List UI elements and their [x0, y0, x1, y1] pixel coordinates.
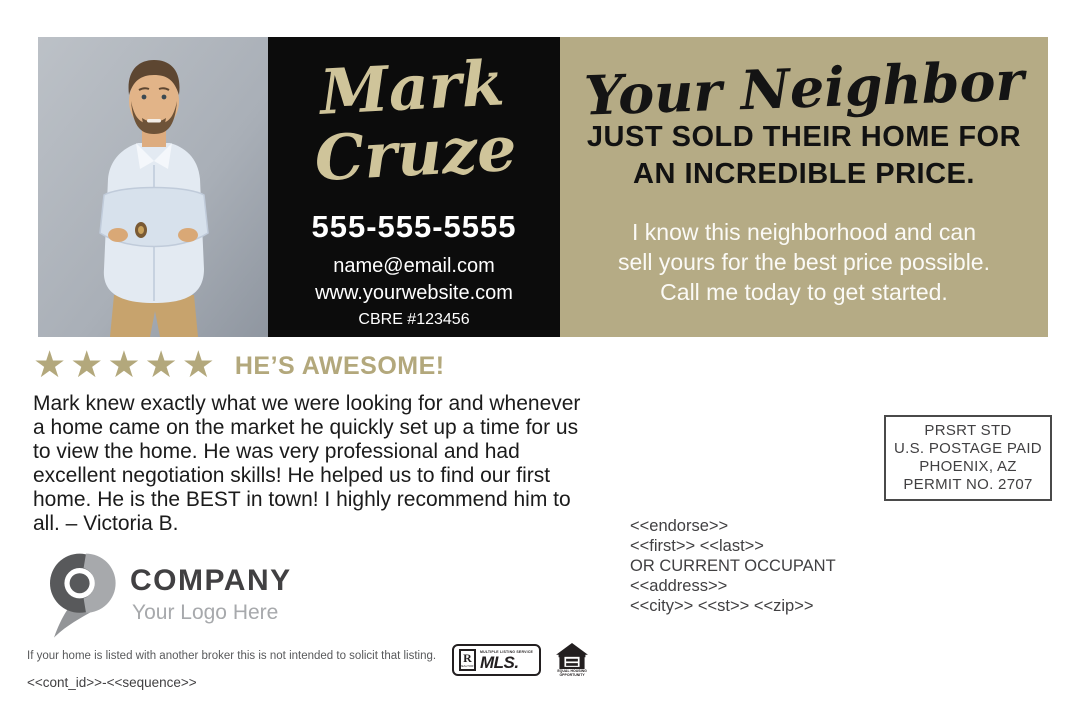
star-icon: ★: [70, 344, 108, 385]
agent-website: www.yourwebsite.com: [315, 282, 513, 304]
tracking-merge-field: <<cont_id>>-<<sequence>>: [27, 675, 197, 690]
realtor-icon: [459, 649, 476, 671]
address-line-citystzip: <<city>> <<st>> <<zip>>: [630, 597, 814, 615]
postage-indicia: [884, 415, 1052, 501]
postage-line: PERMIT NO. 2707: [903, 476, 1033, 493]
agent-phone: 555-555-5555: [311, 209, 517, 244]
star-icon: ★: [33, 344, 71, 385]
realtor-mls-badge: [452, 644, 541, 676]
five-star-rating: [33, 346, 219, 383]
pitch-bold-headline: [560, 119, 1048, 193]
agent-last-name: Cruze: [313, 111, 519, 196]
equal-housing-badge: [555, 643, 589, 677]
broker-disclaimer: If your home is listed with another broker this is not intended to solicit that listing.: [27, 650, 437, 662]
map-pin-logo-icon: [38, 548, 118, 640]
address-line-endorse: <<endorse>>: [630, 517, 729, 535]
pitch-body: [560, 217, 1048, 307]
pitch-script-headline: Your Neighbor: [583, 48, 1025, 128]
pitch-body-line1: I know this neighborhood and can: [632, 219, 976, 245]
testimonial-text: Mark knew exactly what we were looking for and whenever a home came on the market he quickly set up a time for us to view the home. He was very professional and had excellent negotiation skills! He helped us to find our first home. He is the BEST in town! I highly recommend him to all. – Victoria B.: [33, 392, 581, 535]
address-line-occupant: OR CURRENT OCCUPANT: [630, 557, 836, 575]
review-header: [33, 346, 445, 383]
pitch-panel: [560, 37, 1048, 337]
review-heading: HE’S AWESOME!: [234, 352, 445, 380]
postage-line: U.S. POSTAGE PAID: [894, 440, 1042, 457]
banner: [38, 37, 1048, 337]
agent-photo: [38, 37, 268, 337]
pitch-body-line2: sell yours for the best price possible.: [617, 249, 990, 275]
postage-line: PRSRT STD: [924, 422, 1012, 439]
pitch-body-line3: Call me today to get started.: [660, 279, 948, 305]
agent-first-name: Mark: [318, 46, 507, 129]
realtor-sub-label: REALTOR®: [459, 663, 476, 668]
mls-top-label: MULTIPLE LISTING SERVICE: [480, 649, 534, 654]
agent-name-script: [310, 46, 519, 196]
agent-email: name@email.com: [333, 255, 495, 277]
equal-housing-icon: [555, 643, 589, 669]
mls-label: MLS.: [480, 653, 519, 672]
address-line-street: <<address>>: [630, 577, 728, 595]
agent-license: CBRE #123456: [358, 311, 470, 328]
postage-line: PHOENIX, AZ: [919, 458, 1017, 475]
pitch-bold-line1: JUST SOLD THEIR HOME FOR: [586, 121, 1022, 153]
address-line-name: <<first>> <<last>>: [630, 537, 764, 555]
pitch-bold-line2: AN INCREDIBLE PRICE.: [633, 158, 975, 190]
address-merge-block: [630, 516, 836, 616]
agent-photo-illustration: [38, 37, 268, 337]
star-icon: ★: [144, 344, 182, 385]
star-icon: ★: [181, 344, 219, 385]
company-logo: [38, 548, 292, 640]
agent-info-panel: [268, 37, 560, 337]
company-name: COMPANY: [130, 563, 292, 597]
equal-housing-label: EQUAL HOUSING OPPORTUNITY: [557, 669, 587, 677]
star-icon: ★: [107, 344, 145, 385]
realtor-r-letter: R: [463, 650, 472, 665]
compliance-badges: [452, 643, 589, 677]
logo-tagline: Your Logo Here: [132, 600, 279, 624]
